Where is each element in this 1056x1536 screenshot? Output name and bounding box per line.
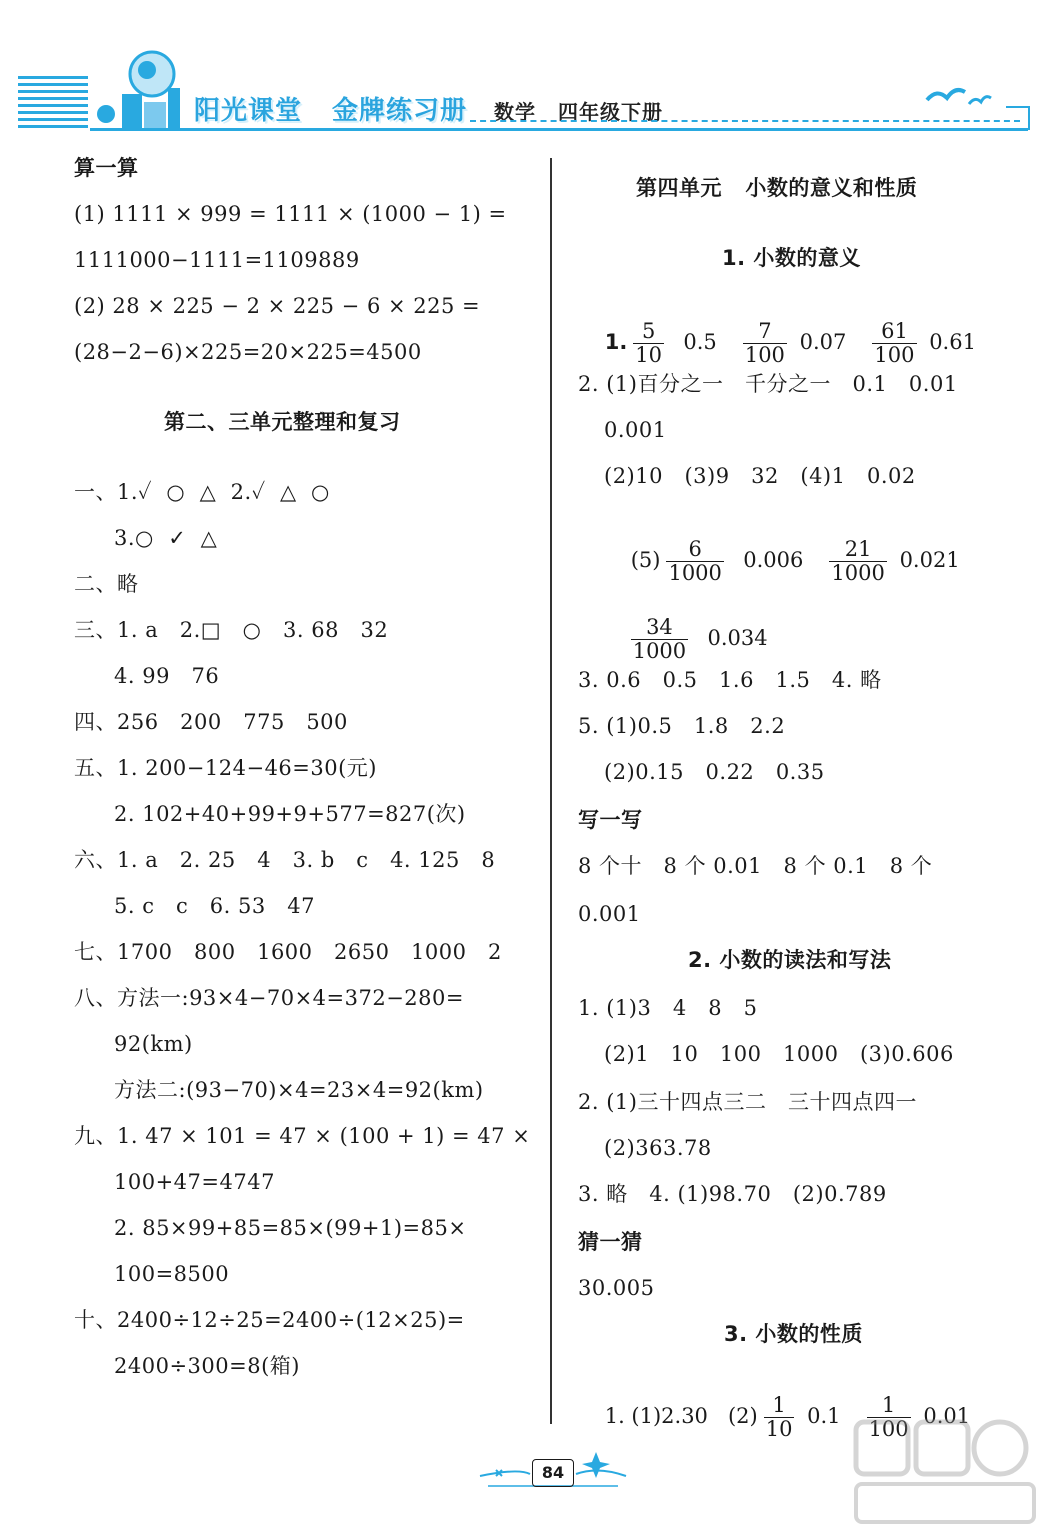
answer-line: 2. 85×99+85=85×(99+1)=85×	[114, 1216, 467, 1240]
answer-line: 5. c c 6. 53 47	[114, 894, 315, 918]
item-label: 1.	[604, 330, 628, 355]
page-number: 84	[532, 1459, 574, 1487]
answer-line: (1) 1111 × 999 = 1111 × (1000 − 1) =	[74, 202, 507, 226]
denominator: 1000	[831, 561, 885, 586]
section-title: 3. 小数的性质	[724, 1322, 863, 1346]
answer-line: 100=8500	[114, 1262, 230, 1286]
book-logo-icon	[92, 44, 192, 130]
answer-line: 二、略	[74, 572, 139, 596]
section-title: 1. 小数的意义	[722, 246, 861, 270]
decimal-value: 0.034	[707, 626, 768, 651]
fraction	[764, 1394, 795, 1441]
answer-line: 五、1. 200−124−46=30(元)	[74, 756, 377, 780]
numerator: 34	[631, 616, 688, 640]
numerator: 1	[764, 1394, 795, 1418]
fraction	[666, 538, 723, 585]
answer-line: 0.001	[604, 418, 667, 442]
answer-line: 八、方法一:93×4−70×4=372−280=	[74, 986, 464, 1010]
header-end-bracket	[1006, 106, 1030, 130]
grade: 四年级下册	[557, 100, 663, 124]
answer-line: 2400÷300=8(箱)	[114, 1354, 300, 1378]
answer-line: 十、2400÷12÷25=2400÷(12×25)=	[74, 1308, 465, 1332]
answer-line: 5. (1)0.5 1.8 2.2	[578, 714, 786, 738]
decimal-value: 0.07	[799, 330, 847, 355]
answer-line: 四、256 200 775 500	[74, 710, 348, 734]
answer-line: 2. (1)三十四点三二 三十四点四一	[578, 1090, 917, 1114]
numerator: 1	[867, 1394, 911, 1418]
denominator: 100	[744, 343, 785, 368]
decimal-value: 0.5	[683, 330, 717, 355]
decimal-value: 0.61	[929, 330, 976, 355]
unit-title: 第四单元 小数的意义和性质	[636, 176, 918, 200]
denominator: 1000	[632, 639, 687, 664]
decimal-value: 0.021	[899, 548, 960, 573]
section-title: 算一算	[74, 156, 139, 180]
header-dashed-rule	[470, 120, 1020, 122]
item-label: 1. (1)2.30 (2)	[604, 1404, 758, 1429]
answer-line: 方法二:(93−70)×4=23×4=92(km)	[114, 1078, 484, 1102]
answer-line: (2)1 10 100 1000 (3)0.606	[604, 1042, 954, 1066]
denominator: 10	[765, 1417, 793, 1442]
answer-line: 六、1. a 2. 25 4 3. b c 4. 125 8	[74, 848, 496, 872]
answer-line: 2. (1)百分之一 千分之一 0.1 0.01	[578, 372, 958, 396]
fraction	[631, 616, 688, 663]
numerator: 5	[633, 320, 664, 344]
answer-line: 30.005	[578, 1276, 655, 1300]
answer-line: (2) 28 × 225 − 2 × 225 − 6 × 225 =	[74, 294, 481, 318]
brand-name-right: 金牌练习册	[332, 96, 468, 126]
birds-icon	[925, 82, 995, 112]
answer-line: (2)0.15 0.22 0.35	[604, 760, 825, 784]
answer-line: 九、1. 47 × 101 = 47 × (100 + 1) = 47 ×	[74, 1124, 531, 1148]
fraction	[743, 320, 787, 367]
numerator: 61	[872, 320, 916, 344]
decimal-value: 0.01	[923, 1404, 971, 1429]
answer-line: (2)363.78	[604, 1136, 712, 1160]
answer-line: 1111000−1111=1109889	[74, 248, 360, 272]
numerator: 6	[666, 538, 723, 562]
section-title: 猜一猜	[578, 1230, 643, 1254]
answer-line: 一、1.✓ ○ △ 2.✓ △ ○	[74, 480, 330, 504]
answer-line: 七、1700 800 1600 2650 1000 2	[74, 940, 502, 964]
answer-line: 4. 99 76	[114, 664, 220, 688]
answer-line: 三、1. a 2.□ ○ 3. 68 32	[74, 618, 389, 642]
watermark-logo	[850, 1418, 1040, 1528]
answer-line: 3. 0.6 0.5 1.6 1.5 4. 略	[578, 668, 882, 692]
page-header	[0, 0, 1056, 150]
numerator: 21	[829, 538, 886, 562]
denominator: 1000	[668, 561, 722, 586]
header-rule	[90, 128, 1028, 131]
answer-line: 3.○ ✓ △	[114, 526, 218, 550]
header-stripes	[18, 76, 88, 134]
answer-line: (2)10 (3)9 32 (4)1 0.02	[604, 464, 916, 488]
answer-line: 100+47=4747	[114, 1170, 275, 1194]
denominator: 10	[635, 343, 663, 368]
answer-line: 8 个十 8 个 0.01 8 个 0.1 8 个	[578, 854, 933, 878]
subject: 数学	[494, 100, 536, 124]
denominator: 100	[874, 343, 915, 368]
decimal-value: 0.1	[807, 1404, 841, 1429]
column-divider	[550, 158, 552, 1424]
item-label: (5)	[630, 548, 661, 573]
numerator: 7	[743, 320, 787, 344]
answer-line: 2. 102+40+99+9+577=827(次)	[114, 802, 466, 826]
fraction	[872, 320, 916, 367]
answer-line: 1. (1)3 4 8 5	[578, 996, 758, 1020]
fraction	[633, 320, 664, 367]
answer-line: 92(km)	[114, 1032, 193, 1056]
section-title: 第二、三单元整理和复习	[164, 410, 401, 434]
decimal-value: 0.006	[743, 548, 804, 573]
answer-line: 0.001	[578, 902, 641, 926]
answer-line: 3. 略 4. (1)98.70 (2)0.789	[578, 1182, 887, 1206]
answer-line: (28−2−6)×225=20×225=4500	[74, 340, 422, 364]
section-title: 2. 小数的读法和写法	[688, 948, 892, 972]
fraction	[829, 538, 886, 585]
denominator: 100	[868, 1417, 909, 1442]
section-title: 写一写	[578, 808, 643, 832]
brand-name-left: 阳光课堂	[194, 96, 303, 126]
